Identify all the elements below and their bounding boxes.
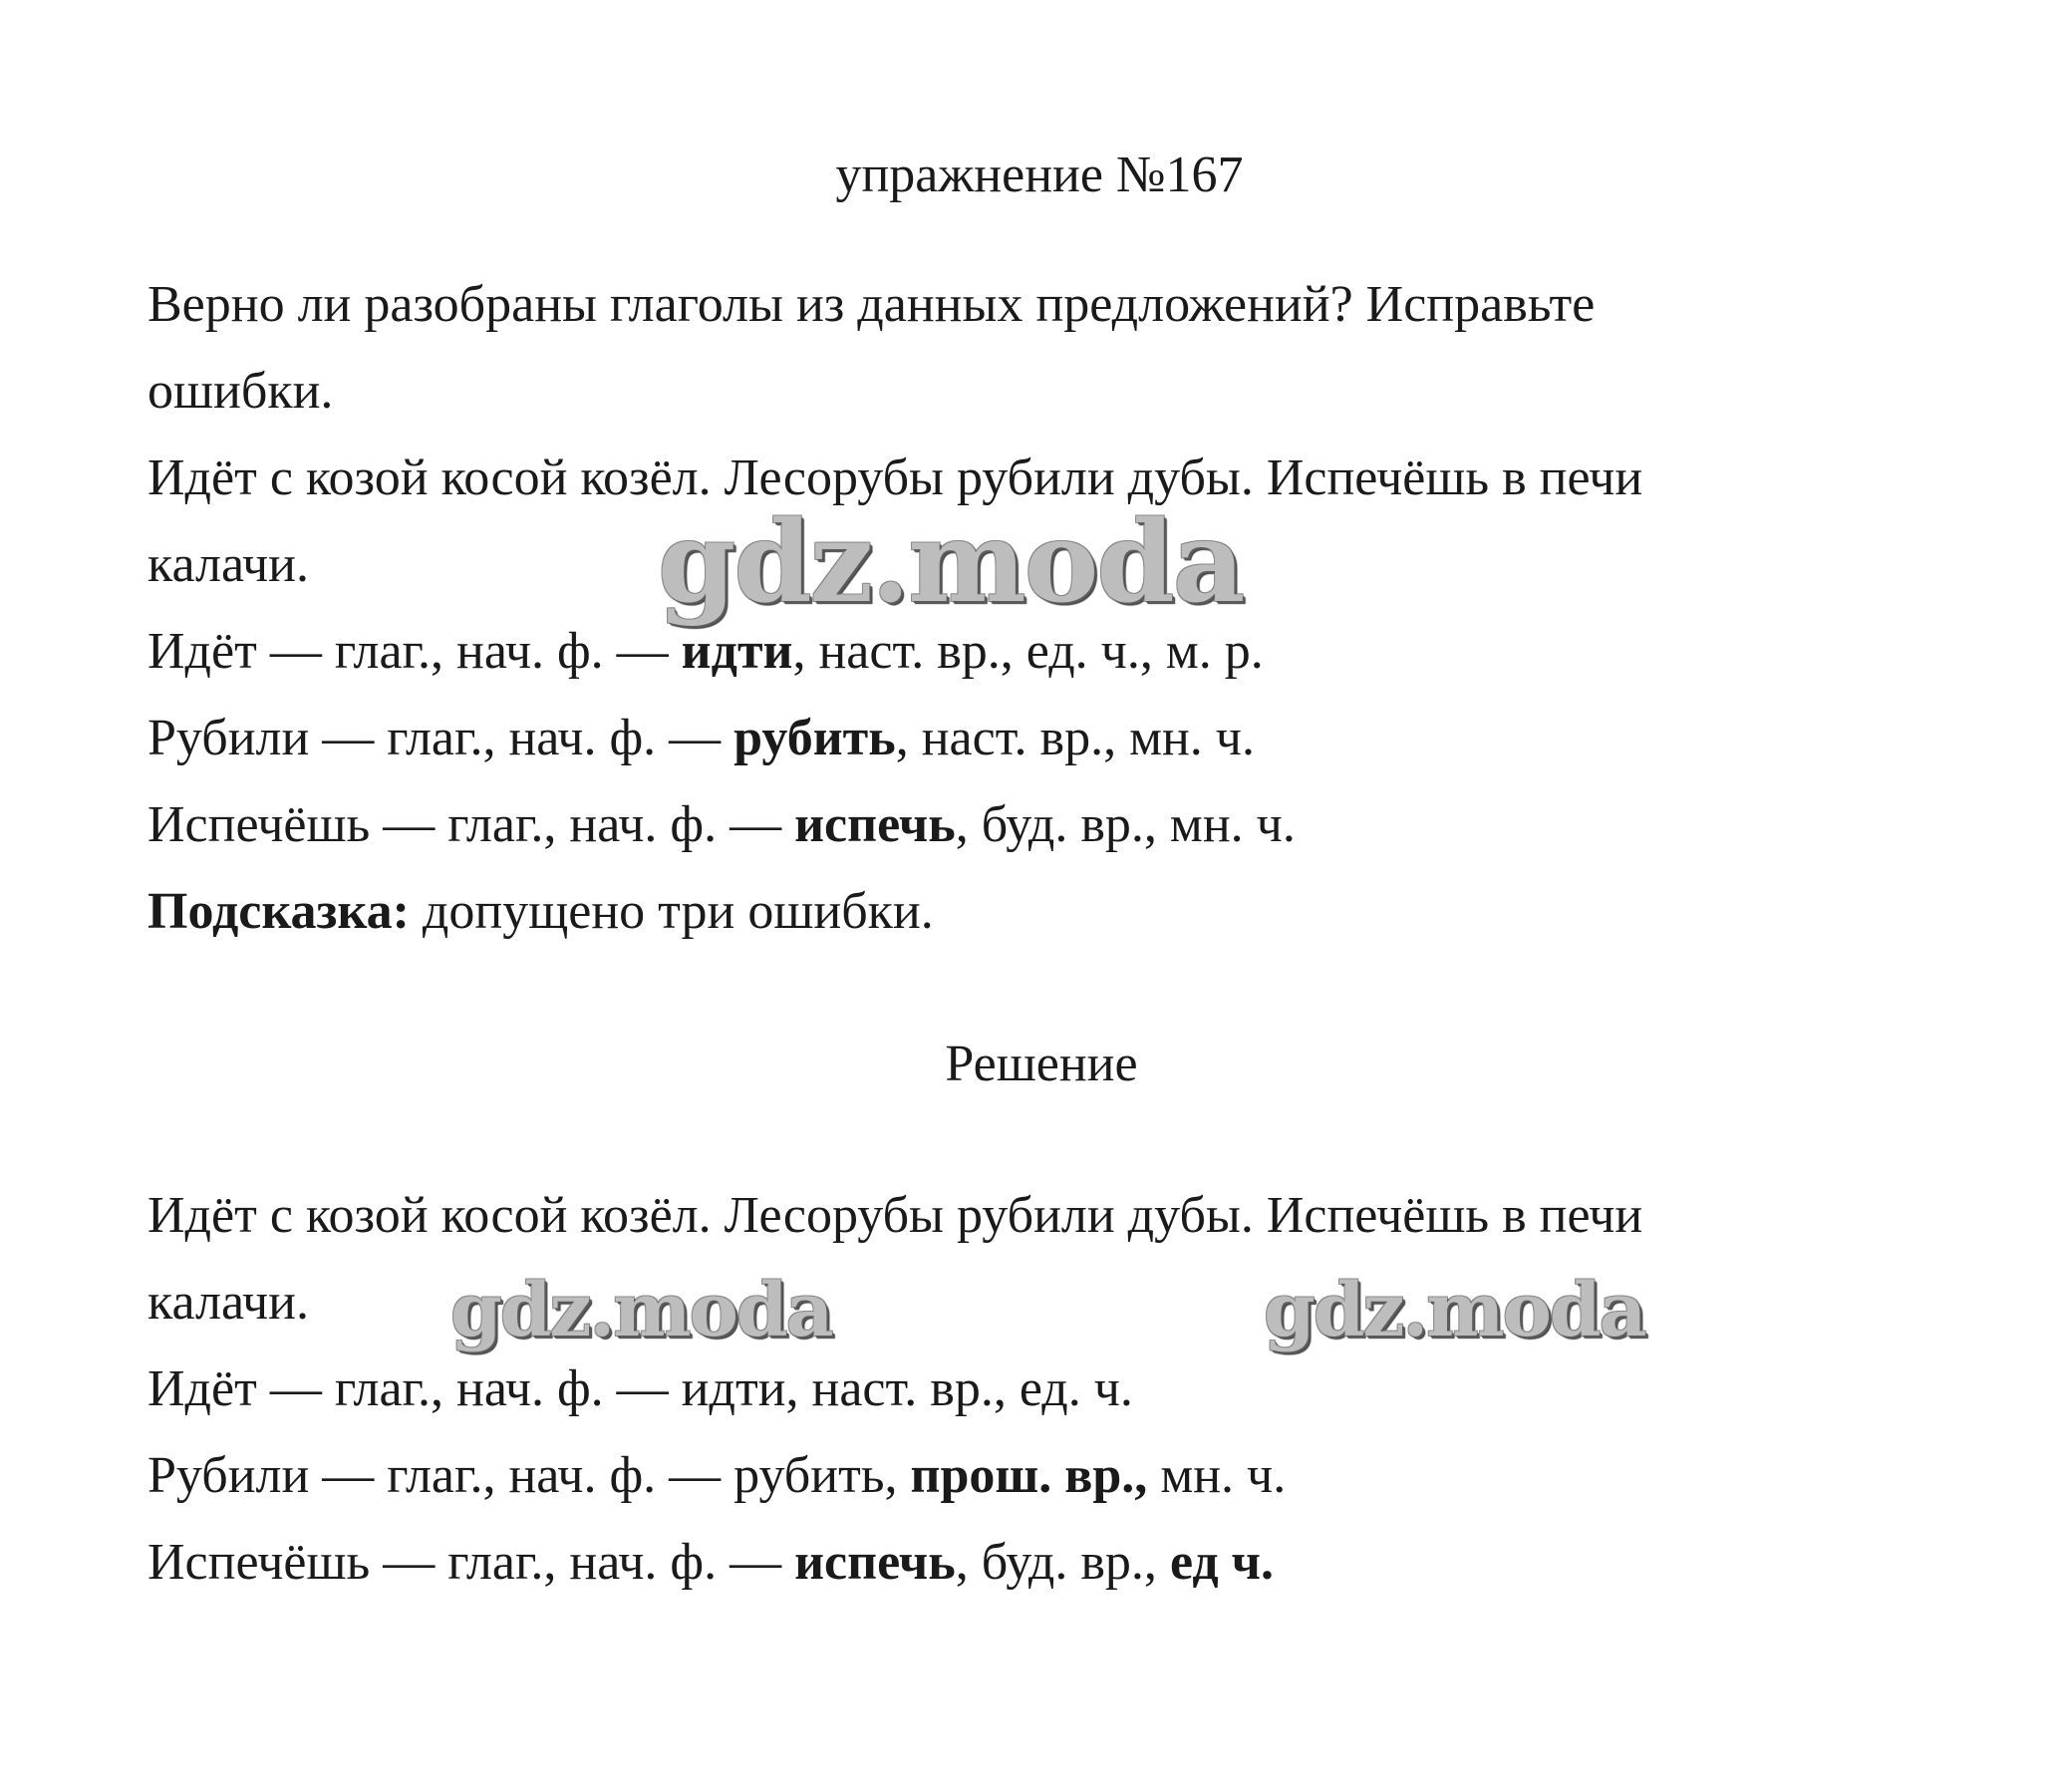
solution-title	[0, 1031, 2047, 1098]
task-analysis-row-1-c: , наст. вр., ед. ч., м. р.	[792, 623, 1264, 680]
solution-row-2-c: мн. ч.	[1147, 1447, 1287, 1504]
task-analysis-row-3-c: , буд. вр., мн. ч.	[955, 796, 1296, 853]
hint-label: Подсказка:	[147, 883, 410, 940]
solution-row-3	[147, 1519, 1941, 1606]
solution-row-2	[147, 1432, 1941, 1519]
solution-row-2-b: прош. вр.,	[910, 1447, 1148, 1504]
task-sentences-line-1: Идёт с козой косой козёл. Лесорубы рубили дубы. Испечёшь в печи	[147, 449, 1643, 506]
task-analysis-row-2-a: Рубили — глаг., нач. ф. —	[147, 710, 734, 766]
solution-sentences-line-1: Идёт с козой косой козёл. Лесорубы рубили дубы. Испечёшь в печи	[147, 1187, 1643, 1244]
watermark-1: gdz.moda	[658, 497, 1244, 628]
task-analysis-row-3-a: Испечёшь — глаг., нач. ф. —	[147, 796, 795, 853]
task-analysis-row-3-b: испечь	[794, 796, 956, 853]
solution-row-1: Идёт — глаг., нач. ф. — идти, наст. вр., ед. ч.	[147, 1360, 1133, 1417]
hint-text: допущено три ошибки.	[409, 883, 934, 940]
solution-row-3-c: , буд. вр.,	[955, 1534, 1170, 1591]
exercise-title-text: упражнение №167	[835, 147, 1244, 203]
task-question-line-2: ошибки.	[147, 363, 334, 420]
solution-row-3-d: ед ч.	[1169, 1534, 1274, 1591]
task-hint	[147, 868, 1941, 955]
task-analysis-row-1-a: Идёт — глаг., нач. ф. —	[147, 623, 682, 680]
watermark-3: gdz.moda	[1264, 1268, 1645, 1353]
exercise-title	[0, 142, 2047, 209]
task-analysis-row-2-b: рубить	[733, 710, 896, 766]
task-analysis-row-3	[147, 781, 1941, 868]
solution-row-3-b: испечь	[794, 1534, 956, 1591]
task-analysis-row-2	[147, 695, 1941, 781]
task-analysis-row-1-b: идти	[681, 623, 793, 680]
watermark-2: gdz.moda	[450, 1268, 832, 1353]
solution-row-2-a: Рубили — глаг., нач. ф. — рубить,	[147, 1447, 911, 1504]
solution-title-text: Решение	[945, 1036, 1138, 1092]
solution-row-3-a: Испечёшь — глаг., нач. ф. —	[147, 1534, 795, 1591]
task-question-line-1: Верно ли разобраны глаголы из данных предложений? Исправьте	[147, 276, 1596, 333]
task-analysis-row-2-c: , наст. вр., мн. ч.	[895, 710, 1255, 766]
task-sentences-line-2: калачи.	[147, 536, 309, 593]
solution-body	[147, 1172, 1941, 1606]
solution-sentences-line-2: калачи.	[147, 1274, 309, 1331]
